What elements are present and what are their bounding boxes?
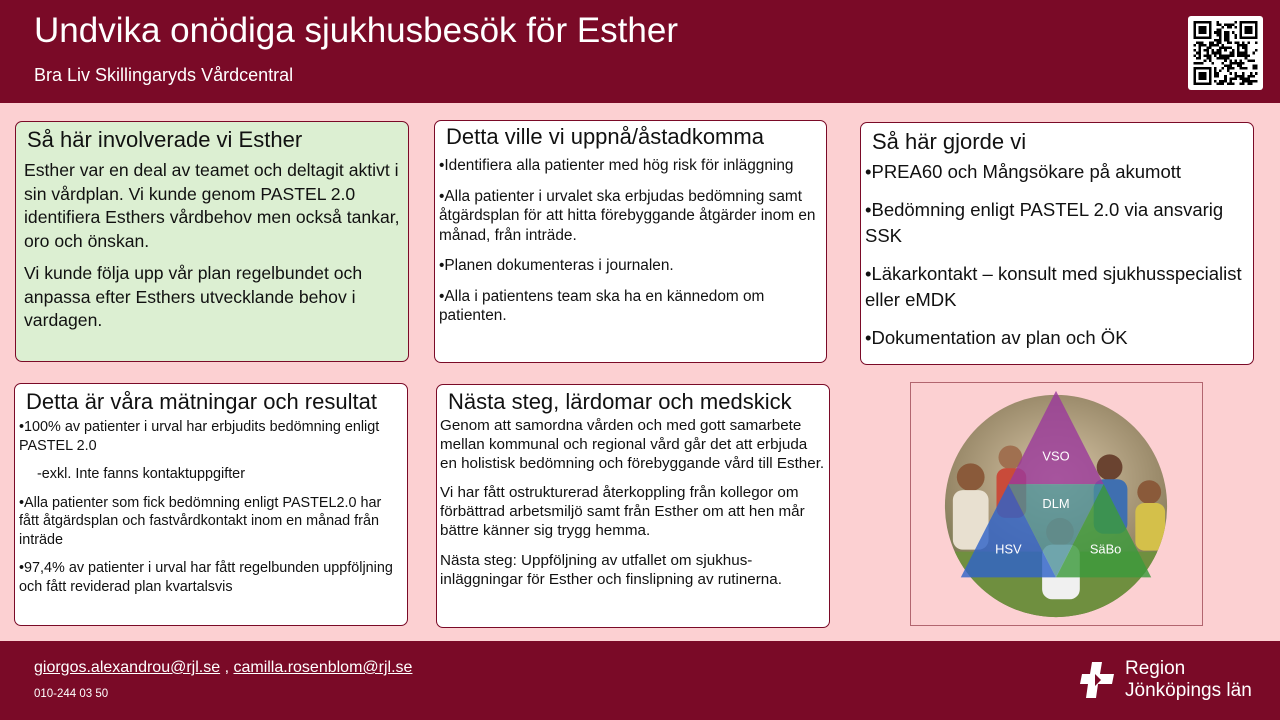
next-steps-box <box>436 384 830 628</box>
contact-emails <box>34 659 412 677</box>
collaboration-figure <box>910 382 1203 626</box>
goals-item: •Identifiera alla patienter med hög risk för inläggning <box>439 157 794 174</box>
involvement-paragraph: Vi kunde följa upp vår plan regelbundet och anpassa efter Esthers utvecklande behov i vardagen. <box>24 263 363 330</box>
region-cross-icon <box>1078 660 1120 700</box>
goals-item: •Alla patienter i urvalet ska erbjudas bedömning samt åtgärdsplan för att hitta förebyggande åtgärder inom en månad, från inträde. <box>439 187 816 244</box>
method-item: •Läkarkontakt – konsult med sjukhusspecialist eller eMDK <box>865 263 1242 310</box>
method-item: •Bedömning enligt PASTEL 2.0 via ansvarig SSK <box>865 199 1224 246</box>
footer-banner <box>0 641 1280 720</box>
email-link-1[interactable]: giorgos.alexandrou@rjl.se <box>34 659 221 676</box>
results-heading: Detta är våra mätningar och resultat <box>26 389 377 414</box>
results-item: •100% av patienter i urval har erbjudits bedömning enligt PASTEL 2.0 <box>19 419 380 454</box>
goals-heading: Detta ville vi uppnå/åstadkomma <box>446 124 764 149</box>
header-banner <box>0 0 1280 103</box>
hsv-label: HSV <box>995 541 1022 557</box>
logo-text-county: Jönköpings län <box>1125 680 1252 701</box>
qr-code-icon[interactable] <box>1188 16 1263 90</box>
sabo-label: SäBo <box>1089 541 1122 557</box>
method-item: •PREA60 och Mångsökare på akumott <box>865 161 1182 182</box>
method-box <box>860 122 1254 365</box>
results-note: -exkl. Inte fanns kontaktuppgifter <box>37 466 245 482</box>
email-separator: , <box>220 659 234 676</box>
vso-label: VSO <box>1042 448 1070 464</box>
next-steps-paragraph: Vi har fått ostrukturerad återkoppling från kollegor om förbättrad arbetsmiljö samt från Esther om att hen mår bättre känner sig trygg hemma. <box>440 484 805 540</box>
dlm-label: DLM <box>1042 495 1070 511</box>
method-item: •Dokumentation av plan och ÖK <box>865 327 1128 348</box>
email-link-2[interactable]: camilla.rosenblom@rjl.se <box>233 659 413 676</box>
results-item: •Alla patienter som fick bedömning enligt PASTEL2.0 har fått åtgärdsplan och fastvårdkontakt inom en månad från inträde <box>19 494 382 548</box>
next-steps-paragraph: Genom att samordna vården och med gott samarbete mellan kommunal och regional vård går det att erbjuda en holistisk bedömning och förebyggande vård till Esther. <box>440 417 825 473</box>
next-steps-heading: Nästa steg, lärdomar och medskick <box>448 389 792 414</box>
contact-phone: 010-244 03 50 <box>34 688 109 700</box>
involvement-box <box>15 121 409 362</box>
next-steps-paragraph: Nästa steg: Uppföljning av utfallet om sjukhus-inläggningar för Esther och finslipning av rutinerna. <box>440 551 782 588</box>
poster-subtitle: Bra Liv Skillingaryds Vårdcentral <box>34 65 294 85</box>
goals-box <box>434 120 827 363</box>
involvement-paragraph: Esther var en deal av teamet och deltagit aktivt i sin vårdplan. Vi kunde genom PASTEL 2.0 identifiera Esthers vårdbehov men också tankar, oro och önskan. <box>24 160 400 251</box>
results-box <box>14 383 408 626</box>
poster-title: Undvika onödiga sjukhusbesök för Esther <box>34 11 678 50</box>
logo-text-region: Region <box>1125 658 1186 679</box>
region-logo <box>1078 658 1252 704</box>
goals-item: •Alla i patientens team ska ha en kännedom om patienten. <box>439 287 765 324</box>
goals-item: •Planen dokumenteras i journalen. <box>439 257 674 274</box>
method-heading: Så här gjorde vi <box>872 129 1027 154</box>
involvement-heading: Så här involverade vi Esther <box>27 127 303 152</box>
collaboration-diagram <box>911 383 1202 625</box>
results-item: •97,4% av patienter i urval har fått regelbunden uppföljning och fått reviderad plan kvartalsvis <box>19 560 393 595</box>
